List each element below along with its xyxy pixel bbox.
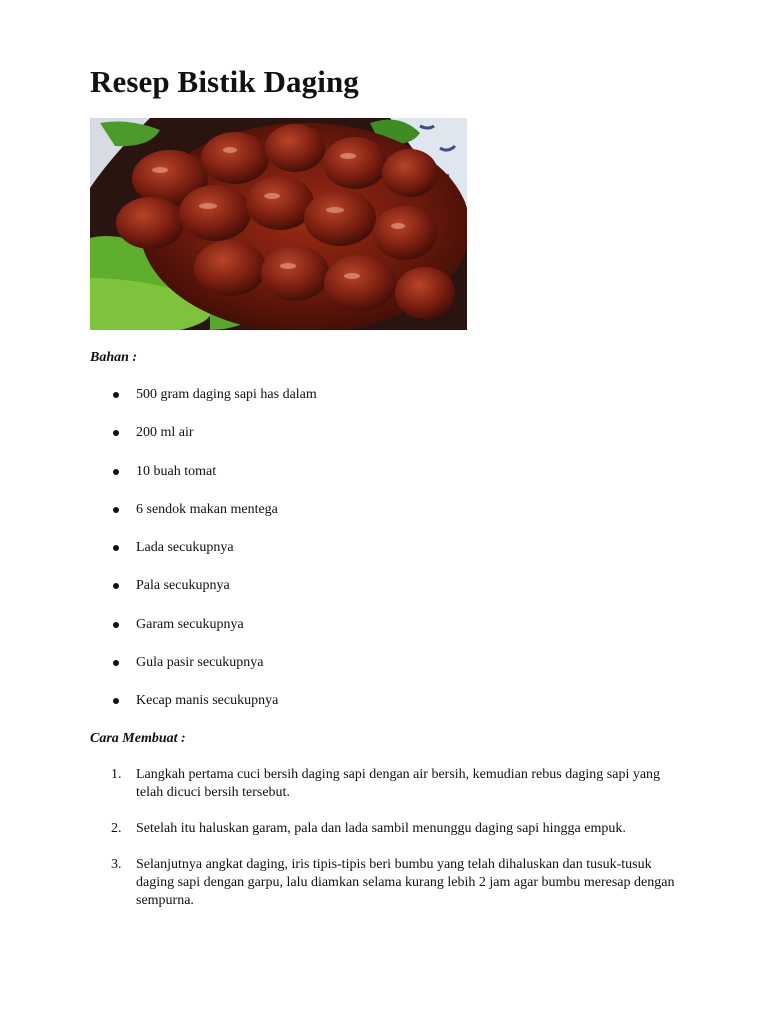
step-number: 3. — [111, 857, 122, 872]
ingredient-text: Lada secukupnya — [136, 540, 234, 556]
bullet-icon — [113, 507, 119, 513]
ingredient-text: 6 sendok makan mentega — [136, 501, 278, 517]
ingredient-item — [90, 616, 317, 654]
ingredient-text: 500 gram daging sapi has dalam — [136, 387, 317, 402]
step-item — [90, 820, 680, 838]
page-title: Resep Bistik Daging — [90, 64, 359, 99]
step-text: Setelah itu haluskan garam, pala dan lada sambil menunggu daging sapi hingga empuk. — [136, 821, 626, 836]
ingredient-text: 200 ml air — [136, 425, 194, 441]
ingredient-item — [90, 577, 317, 615]
bullet-icon — [113, 469, 119, 475]
ingredient-item — [90, 654, 317, 692]
step-text: Selanjutnya angkat daging, iris tipis-tipis beri bumbu yang telah dihaluskan dan tusuk-tusuk daging sapi dengan garpu, lalu diamkan selama kurang lebih 2 jam agar bumbu meresap dengan sempurna. — [136, 857, 675, 908]
recipe-photo — [90, 118, 467, 330]
ingredient-item — [90, 501, 317, 539]
step-number: 2. — [111, 821, 122, 836]
ingredient-item — [90, 386, 317, 424]
ingredients-heading: Bahan : — [90, 350, 138, 365]
step-item — [90, 856, 680, 910]
bullet-icon — [113, 430, 119, 436]
step-item — [90, 766, 680, 802]
ingredient-text: Kecap manis secukupnya — [136, 693, 279, 709]
step-list — [90, 766, 680, 910]
bullet-icon — [113, 622, 119, 628]
ingredient-text: 10 buah tomat — [136, 463, 217, 479]
bullet-icon — [113, 583, 119, 589]
ingredient-text: Gula pasir secukupnya — [136, 655, 264, 671]
bullet-icon — [113, 698, 119, 704]
ingredient-item — [90, 539, 317, 577]
ingredient-text: Garam secukupnya — [136, 616, 244, 632]
ingredient-list — [90, 386, 317, 731]
ingredient-item — [90, 424, 317, 462]
steps-heading: Cara Membuat : — [90, 731, 186, 746]
bullet-icon — [113, 545, 119, 551]
ingredient-item — [90, 692, 317, 730]
ingredient-item — [90, 463, 317, 501]
ingredient-text: Pala secukupnya — [136, 578, 230, 594]
bullet-icon — [113, 392, 119, 398]
step-number: 1. — [111, 767, 122, 782]
step-text: Langkah pertama cuci bersih daging sapi dengan air bersih, kemudian rebus daging sapi yang telah dicuci bersih tersebut. — [136, 767, 661, 800]
bullet-icon — [113, 660, 119, 666]
